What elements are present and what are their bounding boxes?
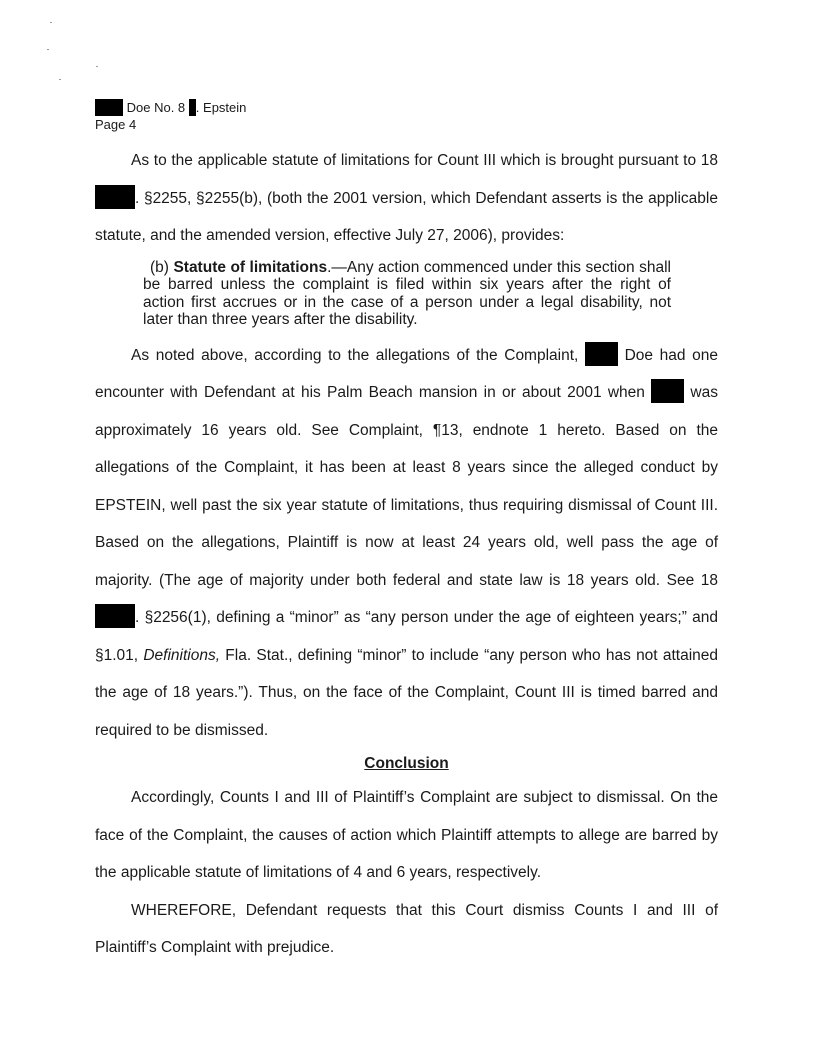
page-header [95, 99, 246, 133]
case-caption [95, 99, 246, 116]
paragraph-text: As noted above, according to the allegations of the Complaint, [131, 346, 579, 364]
redaction-box [95, 99, 123, 116]
page-number: Page 4 [95, 117, 137, 132]
paragraph-conclusion: Accordingly, Counts I and III of Plaintiff’s Complaint are subject to dismissal. On the face of the Complaint, the causes of action which Plaintiff attempts to allege are barred by the applicable statute of limitations of 4 and 6 years, respectively. [95, 789, 718, 881]
paragraph-text: . §2256(1), defining a “minor” as “any person under the age of eighteen years;” and §1.01, [95, 609, 718, 664]
redaction-box [585, 342, 618, 366]
paragraph-text: was approximately 16 years old. See Complaint, ¶13, endnote 1 hereto. Based on the allegations of the Complaint, it has been at least 8 years since the alleged conduct by EPSTEIN, well past the six year statute of limitations, thus requiring dismissal of Count III. Based on the allegations, Plaintiff is now at least 24 years old, well pass the age of majority. (The age of majority under both federal and state law is 18 years old. See 18 [95, 384, 718, 589]
redaction-box [95, 604, 135, 628]
document-body [95, 142, 718, 967]
conclusion-heading: Conclusion [364, 755, 449, 772]
paragraph-allegations [95, 337, 718, 750]
statute-quote [143, 259, 671, 329]
paragraph-text: . §2255, §2255(b), (both the 2001 version, which Defendant asserts is the applicable statute, and the amended version, effective July 27, 2006), provides: [95, 189, 718, 244]
case-caption-v: . Epstein [195, 100, 247, 115]
case-caption-doe: Doe No. 8 [126, 100, 186, 115]
citation-italic: Definitions, [143, 646, 221, 664]
redaction-box [651, 379, 684, 403]
paragraph-wherefore: WHEREFORE, Defendant requests that this Court dismiss Counts I and III of Plaintiff’s Complaint with prejudice. [95, 901, 718, 956]
quote-subsection: (b) [150, 258, 169, 276]
paragraph-text: As to the applicable statute of limitations for Count III which is brought pursuant to 18 [131, 152, 718, 169]
redaction-box [189, 99, 196, 116]
paragraph-text: Fla. Stat., defining “minor” to include “any person who has not attained the age of 18 years.”). Thus, on the face of the Complaint, Count III is timed barred and required to be dismissed. [95, 646, 719, 739]
paragraph-text: Doe had one encounter with Defendant at his Palm Beach mansion in or about 2001 when [95, 346, 718, 401]
paragraph-statute [95, 142, 718, 255]
redaction-box [95, 185, 135, 209]
quote-text: .—Any action commenced under this section shall be barred unless the complaint is filed within six years after the right of action first accrues or in the case of a person under a legal disability, not later than three years after the disability. [143, 258, 671, 328]
quote-title: Statute of limitations [173, 258, 328, 276]
